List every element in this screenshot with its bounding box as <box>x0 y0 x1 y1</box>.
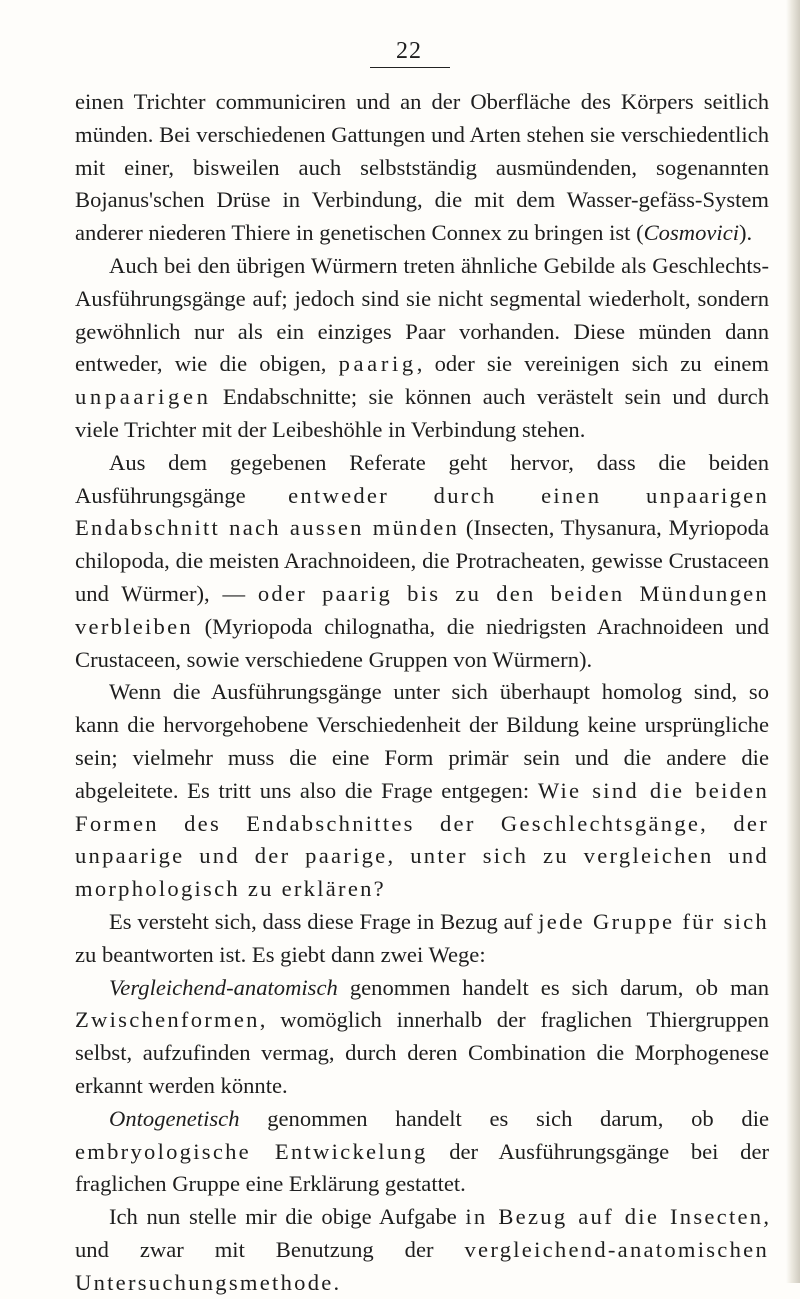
spaced-question: Wie sind die beiden Formen des Endabschnittes der Geschlechtsgänge, der unpaarige und der paarige, unter sich zu vergleichen und morphologisch zu erklären? <box>75 777 770 902</box>
italic-term: Vergleichend-anatomisch <box>109 974 338 1000</box>
spaced-emphasis: oder paarig bis zu den beiden Mündungen verbleiben <box>75 580 769 639</box>
paragraph-4: Wenn die Ausführungsgänge unter sich überhaupt homolog sind, so kann die hervorgehobene Verschiedenheit der Bildung keine ursprüngliche sein; vielmehr muss die eine Form primär sein und die andere die abgeleitete. Es tritt uns also die Frage entgegen: Wie sind die beiden Formen des Endabschnittes der Geschlechtsgänge, der unpaarige und der paarige, unter sich zu vergleichen und morphologisch zu erklären? <box>75 679 770 902</box>
author-cosmovici: Cosmovici <box>643 220 739 246</box>
spaced-emphasis: in Bezug auf die Insecten <box>465 1204 764 1230</box>
paragraph-3: Aus dem gegebenen Referate geht hervor, dass die beiden Ausführungsgänge entweder durch einen unpaarigen Endabschnitt nach aussen münden (Insecten, Thysanura, Myriopoda chilopoda, die meisten Arachnoideen, die Protracheaten, gewisse Crustaceen und Würmer), — oder paarig bis zu den beiden Mündungen verbleiben (Myriopoda chilognatha, die niedrigsten Arachnoideen und Crustaceen, sowie verschiedene Gruppen von Würmern). <box>75 449 769 672</box>
spaced-emphasis: Zwischenformen <box>75 1007 260 1033</box>
page-edge-shadow <box>786 0 800 1283</box>
spaced-emphasis: entweder durch einen unpaarigen Endabschnitt nach aussen münden <box>75 482 769 541</box>
italic-term: Ontogenetisch <box>109 1105 240 1131</box>
paragraph-5: Es versteht sich, dass diese Frage in Bezug auf jede Gruppe für sich zu beantworten ist. Es giebt dann zwei Wege: <box>75 908 769 967</box>
page-number-rule <box>370 67 450 68</box>
spaced-emphasis: jede Gruppe für sich <box>538 908 769 934</box>
spaced-emphasis: embryologische Entwickelung <box>75 1138 428 1164</box>
spaced-emphasis: paarig <box>338 351 417 377</box>
paragraph-2: Auch bei den übrigen Würmern treten ähnliche Gebilde als Geschlechts-Ausführungsgänge auf; jedoch sind sie nicht segmental wiederholt, sondern gewöhnlich nur als ein einziges Paar vorhanden. Diese münden dann entweder, wie die obigen, paarig, oder sie vereinigen sich zu einem unpaarigen Endabschnitte; sie können auch verästelt sein und durch viele Trichter mit der Leibeshöhle in Verbindung stehen. <box>75 252 770 442</box>
paragraph-1: einen Trichter communiciren und an der Oberfläche des Körpers seitlich münden. Bei verschiedenen Gattungen und Arten stehen sie verschiedentlich mit einer, bisweilen auch selbstständig ausmündenden, sogenannten Bojanus'schen Drüse in Verbindung, die mit dem Wasser-gefäss-System anderer niederen Thiere in genetischen Connex zu bringen ist (Cosmovici). <box>75 89 769 246</box>
page-number: 22 <box>396 38 422 64</box>
spaced-emphasis: unpaarigen <box>75 384 212 410</box>
paragraph-7: Ontogenetisch genommen handelt es sich darum, ob die embryologische Entwickelung der Ausführungsgänge bei der fraglichen Gruppe eine Erklärung gestattet. <box>75 1105 769 1197</box>
paragraph-6: Vergleichend-anatomisch genommen handelt es sich darum, ob man Zwischenformen, womöglich innerhalb der fraglichen Thiergruppen selbst, aufzufinden vermag, durch deren Combination die Morphogenese erkannt werden könnte. <box>75 974 769 1098</box>
paragraph-8: Ich nun stelle mir die obige Aufgabe in Bezug auf die Insecten, und zwar mit Benutzung der vergleichend-anatomischen Untersuchungsmethode. <box>75 1204 769 1295</box>
spaced-emphasis: vergleichend-anatomischen Untersuchungsmethode <box>75 1236 769 1295</box>
body-text <box>75 86 769 1299</box>
